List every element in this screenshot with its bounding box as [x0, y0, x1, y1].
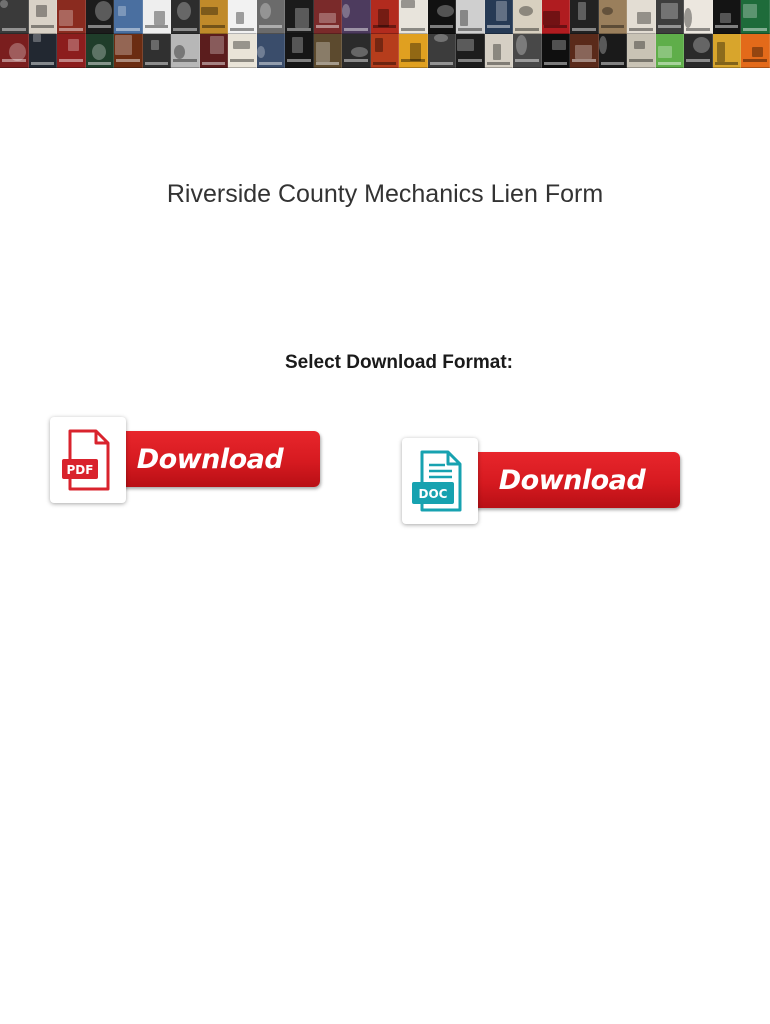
- banner-tile: [228, 34, 257, 68]
- doc-download-button-label: Download: [498, 464, 646, 496]
- banner-tile: [627, 34, 656, 68]
- banner-tile: [741, 34, 770, 68]
- banner-tile: [513, 0, 542, 34]
- banner-tile: [399, 0, 428, 34]
- banner-tile: [285, 0, 314, 34]
- banner-tile: [257, 0, 286, 34]
- banner-tile: [656, 0, 685, 34]
- doc-icon-text: DOC: [418, 487, 448, 501]
- banner-tile: [542, 34, 571, 68]
- banner-tile: [684, 34, 713, 68]
- banner-tile: [171, 34, 200, 68]
- banner-tile: [371, 0, 400, 34]
- header-banner: [0, 0, 770, 68]
- banner-tile: [456, 0, 485, 34]
- banner-tile: [86, 34, 115, 68]
- banner-tile: [200, 34, 229, 68]
- doc-download-button[interactable]: [464, 452, 680, 508]
- banner-tile: [428, 34, 457, 68]
- pdf-download-button[interactable]: [100, 431, 320, 487]
- banner-tile: [428, 0, 457, 34]
- banner-tile: [257, 34, 286, 68]
- banner-tile: [741, 0, 770, 34]
- doc-download-link[interactable]: [400, 436, 684, 530]
- banner-tile: [114, 34, 143, 68]
- banner-tile: [456, 34, 485, 68]
- page-title: Riverside County Mechanics Lien Form: [166, 180, 604, 208]
- pdf-download-button-label: Download: [136, 443, 284, 475]
- banner-tile: [57, 0, 86, 34]
- banner-tile: [114, 0, 143, 34]
- banner-tile: [656, 34, 685, 68]
- banner-tile: [200, 0, 229, 34]
- banner-tile: [684, 0, 713, 34]
- pdf-file-icon: [50, 417, 126, 503]
- banner-tile: [29, 0, 58, 34]
- banner-tile: [0, 0, 29, 34]
- banner-tile: [599, 0, 628, 34]
- banner-tile: [542, 0, 571, 34]
- banner-tile: [713, 34, 742, 68]
- pdf-download-link[interactable]: [48, 415, 320, 507]
- banner-tile: [599, 34, 628, 68]
- banner-tile: [371, 34, 400, 68]
- banner-tile: [570, 34, 599, 68]
- doc-file-icon: [402, 438, 478, 524]
- banner-tile: [627, 0, 656, 34]
- pdf-icon-text: PDF: [66, 463, 94, 477]
- select-format-label: Select Download Format:: [284, 352, 514, 373]
- banner-tile: [143, 0, 172, 34]
- banner-tile: [342, 0, 371, 34]
- banner-tile: [314, 0, 343, 34]
- banner-tile: [485, 0, 514, 34]
- banner-tile: [86, 0, 115, 34]
- banner-tile: [57, 34, 86, 68]
- banner-tile: [713, 0, 742, 34]
- banner-tile: [285, 34, 314, 68]
- banner-tile: [314, 34, 343, 68]
- banner-tile: [570, 0, 599, 34]
- banner-tile: [342, 34, 371, 68]
- banner-tile: [228, 0, 257, 34]
- banner-tile: [513, 34, 542, 68]
- banner-tile: [171, 0, 200, 34]
- banner-tile: [399, 34, 428, 68]
- banner-tile: [0, 34, 29, 68]
- banner-tile: [143, 34, 172, 68]
- banner-tile: [485, 34, 514, 68]
- banner-tile: [29, 34, 58, 68]
